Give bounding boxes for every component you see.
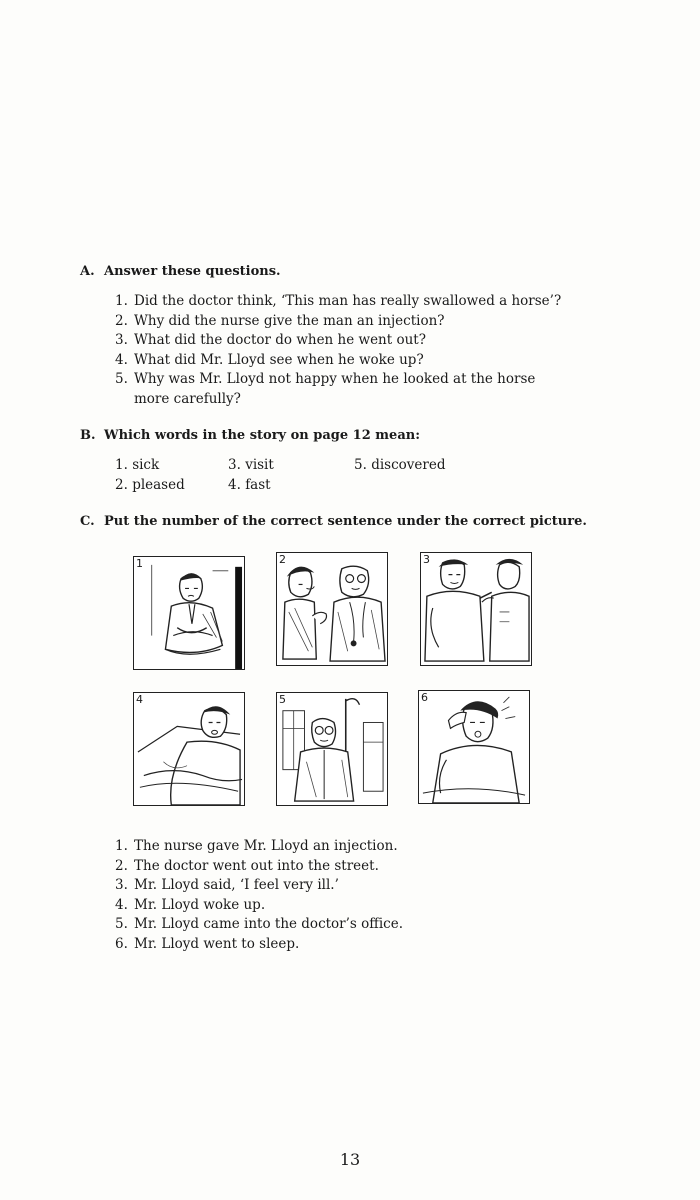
sentence-text: Mr. Lloyd woke up. [134, 896, 266, 913]
doctor-in-street-illustration [277, 693, 387, 805]
picture-number: 1 [136, 557, 143, 570]
picture-panel-5 [276, 692, 388, 806]
word-text: discovered [371, 457, 446, 473]
section-c-sentences [115, 837, 403, 954]
sentence-item [115, 896, 403, 916]
question-text: Did the doctor think, ‘This man has really swallowed a horse’? [134, 293, 562, 309]
man-in-bed-illustration [134, 693, 244, 805]
question-item [115, 370, 561, 390]
question-number: 3. [115, 332, 128, 348]
question-item [115, 312, 561, 332]
word-number: 4. [228, 477, 241, 493]
word-number: 5. [354, 457, 367, 473]
picture-number: 4 [136, 693, 143, 706]
word-text: pleased [132, 477, 185, 493]
section-c-heading [80, 514, 587, 529]
word-item [228, 455, 274, 475]
section-b-title: Which words in the story on page 12 mean: [104, 428, 420, 443]
picture-panel-4 [133, 692, 245, 806]
picture-panel-2 [276, 552, 388, 666]
question-item [115, 292, 561, 312]
section-c-title: Put the number of the correct sentence under the correct picture. [104, 514, 587, 529]
injection-illustration [421, 553, 531, 665]
question-text: What did the doctor do when he went out? [134, 332, 426, 348]
word-item [354, 455, 445, 475]
question-text: Why was Mr. Lloyd not happy when he looked at the horse [134, 371, 536, 387]
section-a-heading [80, 264, 281, 279]
question-number: 4. [115, 351, 128, 368]
question-item [115, 351, 561, 371]
sentence-number: 1. [115, 838, 128, 854]
word-text: sick [132, 457, 160, 473]
sentence-text: Mr. Lloyd said, ‘I feel very ill.’ [134, 877, 339, 893]
man-waking-up-illustration [419, 691, 529, 803]
sentence-number: 2. [115, 857, 128, 874]
sentence-item [115, 876, 403, 896]
picture-panel-3 [420, 552, 532, 666]
question-number: 5. [115, 371, 128, 387]
picture-panel-1 [133, 556, 245, 670]
question-number: 2. [115, 312, 128, 329]
picture-panel-6 [418, 690, 530, 804]
sick-man-illustration [134, 557, 244, 669]
sentence-text: The doctor went out into the street. [134, 857, 379, 874]
picture-number: 5 [279, 693, 286, 706]
question-continuation: more carefully? [134, 390, 241, 407]
sentence-text: Mr. Lloyd came into the doctor’s office. [134, 916, 404, 932]
picture-number: 3 [423, 553, 430, 566]
sentence-item [115, 935, 403, 955]
sentence-item [115, 915, 403, 935]
question-number: 1. [115, 293, 128, 309]
sentence-text: Mr. Lloyd went to sleep. [134, 935, 300, 952]
picture-number: 6 [421, 691, 428, 704]
word-item [115, 455, 159, 475]
page-number: 13 [339, 1150, 361, 1169]
word-number: 3. [228, 457, 241, 473]
question-text: Why did the nurse give the man an injection? [134, 312, 445, 329]
sentence-item [115, 837, 403, 857]
word-number: 1. [115, 457, 128, 473]
doctor-conversation-illustration [277, 553, 387, 665]
word-number: 2. [115, 477, 128, 493]
word-item [228, 475, 271, 495]
question-text: What did Mr. Lloyd see when he woke up? [134, 351, 424, 368]
question-item [115, 331, 561, 351]
sentence-number: 6. [115, 935, 128, 952]
section-b-heading [80, 428, 420, 443]
word-text: fast [245, 477, 271, 493]
sentence-item [115, 857, 403, 877]
sentence-text: The nurse gave Mr. Lloyd an injection. [134, 838, 398, 854]
word-item [115, 475, 185, 495]
picture-number: 2 [279, 553, 286, 566]
sentence-number: 5. [115, 916, 128, 932]
section-a-letter: A. [80, 264, 95, 279]
section-a-title: Answer these questions. [104, 264, 281, 279]
word-text: visit [245, 457, 274, 473]
section-b-letter: B. [80, 428, 96, 443]
sentence-number: 3. [115, 877, 128, 893]
section-a-questions [115, 292, 561, 409]
section-c-letter: C. [80, 514, 95, 529]
sentence-number: 4. [115, 896, 128, 913]
